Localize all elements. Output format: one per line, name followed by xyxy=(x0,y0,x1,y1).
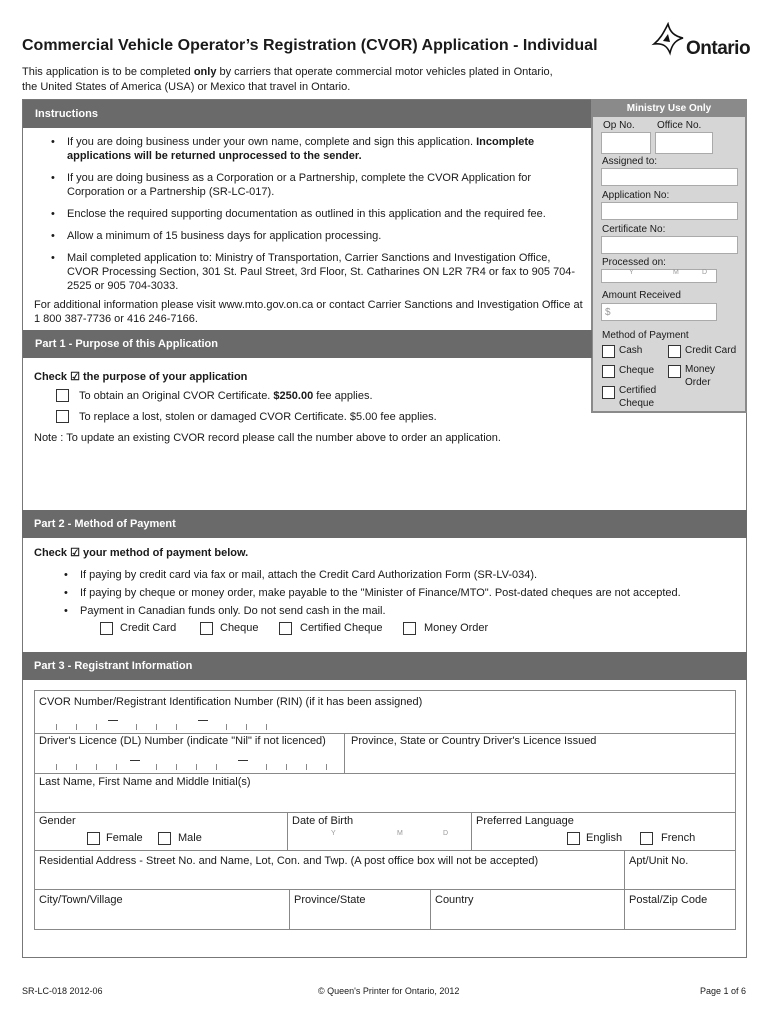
money-order-checkbox[interactable] xyxy=(403,622,416,635)
instructions-list xyxy=(43,135,583,301)
more-info-text: For additional information please visit www.mto.gov.on.ca or contact Carrier Sanctions and Investigation Office at 1 800 387-7736 or 416 246-7166. xyxy=(34,299,583,325)
dl-number-field[interactable] xyxy=(38,752,338,770)
processed-y: Y xyxy=(629,269,634,276)
page-number: Page 1 of 6 xyxy=(700,986,747,996)
apt-label: Apt/Unit No. xyxy=(629,855,689,867)
province-dl-label: Province, State or Country Driver's Licence Issued xyxy=(351,735,597,747)
assigned-to-field[interactable] xyxy=(601,168,738,186)
part3-heading: Part 3 - Registrant Information xyxy=(22,652,747,680)
dob-field[interactable] xyxy=(290,828,468,848)
op-no-field[interactable] xyxy=(601,132,651,154)
ministry-credit-card-label: Credit Card xyxy=(685,345,737,356)
instruction-item: • If you are doing business under your own name, complete and sign this application. Incomplete applications will be returned unprocessed to the sender. xyxy=(43,135,583,163)
dob-y: Y xyxy=(331,830,336,837)
form-id: SR-LC-018 2012-06 xyxy=(22,986,103,996)
apt-field[interactable] xyxy=(626,869,734,888)
op-no-label: Op No. xyxy=(603,120,635,131)
ministry-cheque-label: Cheque xyxy=(619,365,655,376)
original-certificate-label: To obtain an Original CVOR Certificate. $250.00 fee applies. xyxy=(79,390,373,402)
french-label: French xyxy=(661,832,696,844)
dollar-sign: $ xyxy=(605,307,611,318)
credit-card-label: Credit Card xyxy=(120,622,177,634)
instruction-item: • If you are doing business as a Corporation or a Partnership, complete the CVOR Application for Corporation or a Partnership (SR-LC-017). xyxy=(43,171,583,199)
processed-on-field[interactable] xyxy=(601,269,717,283)
cvor-number-label: CVOR Number/Registrant Identification Number (RIN) (if it has been assigned) xyxy=(39,696,423,708)
dob-label: Date of Birth xyxy=(292,815,354,827)
replace-certificate-checkbox[interactable] xyxy=(56,410,69,423)
address-label: Residential Address - Street No. and Name, Lot, Con. and Twp. (A post office box will not be accepted) xyxy=(39,855,539,867)
english-label: English xyxy=(586,832,623,844)
trillium-logo-icon xyxy=(650,22,686,56)
original-certificate-checkbox[interactable] xyxy=(56,389,69,402)
french-checkbox[interactable] xyxy=(640,832,653,845)
application-no-field[interactable] xyxy=(601,202,738,220)
address-field[interactable] xyxy=(36,869,622,888)
part2-list xyxy=(56,568,736,622)
country-field[interactable] xyxy=(432,908,622,928)
part1-check-label: Check ☑ the purpose of your application xyxy=(34,371,248,383)
gender-label: Gender xyxy=(39,815,76,827)
application-no-label: Application No: xyxy=(602,190,670,201)
province-field[interactable] xyxy=(291,908,428,928)
certificate-no-label: Certificate No: xyxy=(602,224,666,235)
female-label: Female xyxy=(106,832,143,844)
ministry-certified-label: Certified xyxy=(619,385,657,396)
ministry-use-panel xyxy=(591,99,747,413)
cvor-number-field[interactable] xyxy=(38,712,338,730)
instruction-item: • Mail completed application to: Ministry of Transportation, Carrier Sanctions and Investigation Office, CVOR Processing Section, 301 St. Paul Street, 3rd Floor, St. Catharines ON L2R 7R4 or fax to 905 704-2525 or 905 704-3033. xyxy=(43,251,583,293)
city-label: City/Town/Village xyxy=(39,894,123,906)
female-checkbox[interactable] xyxy=(87,832,100,845)
ministry-cheque-checkbox[interactable] xyxy=(602,365,615,378)
name-label: Last Name, First Name and Middle Initial(s) xyxy=(39,776,251,788)
office-no-label: Office No. xyxy=(657,120,702,131)
name-field[interactable] xyxy=(36,792,734,811)
replace-certificate-label: To replace a lost, stolen or damaged CVOR Certificate. $5.00 fee applies. xyxy=(79,411,437,423)
cheque-checkbox[interactable] xyxy=(200,622,213,635)
ministry-money-label: Money xyxy=(685,364,716,375)
certified-cheque-checkbox[interactable] xyxy=(279,622,292,635)
ministry-order-label: Order xyxy=(685,377,711,388)
copyright: © Queen's Printer for Ontario, 2012 xyxy=(318,986,460,996)
processed-on-label: Processed on: xyxy=(602,257,666,268)
province-dl-field[interactable] xyxy=(346,752,734,772)
certified-cheque-label: Certified Cheque xyxy=(300,622,383,634)
processed-d: D xyxy=(702,269,708,276)
dob-m: M xyxy=(397,830,403,837)
certificate-no-field[interactable] xyxy=(601,236,738,254)
method-of-payment-label: Method of Payment xyxy=(602,330,689,341)
ontario-logo-text: Ontario xyxy=(686,38,751,59)
instruction-item: • Allow a minimum of 15 business days for application processing. xyxy=(43,229,583,243)
ministry-heading: Ministry Use Only xyxy=(593,101,745,117)
language-label: Preferred Language xyxy=(476,815,574,827)
amount-received-label: Amount Received xyxy=(602,290,681,301)
postal-label: Postal/Zip Code xyxy=(629,894,708,906)
dob-d: D xyxy=(443,830,449,837)
processed-m: M xyxy=(673,269,679,276)
payment-bullet: • If paying by credit card via fax or mail, attach the Credit Card Authorization Form (SR-LV-034). xyxy=(56,568,736,582)
province-label: Province/State xyxy=(294,894,366,906)
male-checkbox[interactable] xyxy=(158,832,171,845)
payment-bullet: • Payment in Canadian funds only. Do not send cash in the mail. xyxy=(56,604,736,618)
city-field[interactable] xyxy=(36,908,287,928)
money-order-label: Money Order xyxy=(424,622,489,634)
ministry-certified-cheque-checkbox[interactable] xyxy=(602,386,615,399)
instructions-heading: Instructions xyxy=(23,100,592,128)
ministry-credit-card-checkbox[interactable] xyxy=(668,345,681,358)
postal-field[interactable] xyxy=(626,908,734,928)
part2-heading: Part 2 - Method of Payment xyxy=(22,510,747,538)
amount-received-field[interactable] xyxy=(601,303,717,321)
credit-card-checkbox[interactable] xyxy=(100,622,113,635)
cheque-label: Cheque xyxy=(220,622,259,634)
country-label: Country xyxy=(435,894,474,906)
ministry-cash-label: Cash xyxy=(619,345,643,356)
office-no-field[interactable] xyxy=(655,132,713,154)
ministry-certified-cheque-label: Cheque xyxy=(619,398,655,409)
ministry-money-order-checkbox[interactable] xyxy=(668,365,681,378)
part1-heading: Part 1 - Purpose of this Application xyxy=(23,330,592,358)
ministry-cash-checkbox[interactable] xyxy=(602,345,615,358)
dl-number-label: Driver's Licence (DL) Number (indicate "Nil" if not licenced) xyxy=(39,735,326,747)
part1-note: Note : To update an existing CVOR record please call the number above to order an application. xyxy=(34,432,501,444)
male-label: Male xyxy=(178,832,202,844)
payment-bullet: • If paying by cheque or money order, make payable to the "Minister of Finance/MTO". Post-dated cheques are not accepted. xyxy=(56,586,736,600)
part2-check-label: Check ☑ your method of payment below. xyxy=(34,547,249,559)
form-title: Commercial Vehicle Operator’s Registration (CVOR) Application - Individual xyxy=(22,37,598,54)
instruction-item: • Enclose the required supporting documentation as outlined in this application and the required fee. xyxy=(43,207,583,221)
english-checkbox[interactable] xyxy=(567,832,580,845)
intro-text: This application is to be completed only by carriers that operate commercial motor vehicles plated in Ontario, the United States of America (USA) or Mexico that travel in Ontario. xyxy=(22,66,553,93)
assigned-to-label: Assigned to: xyxy=(602,156,658,167)
